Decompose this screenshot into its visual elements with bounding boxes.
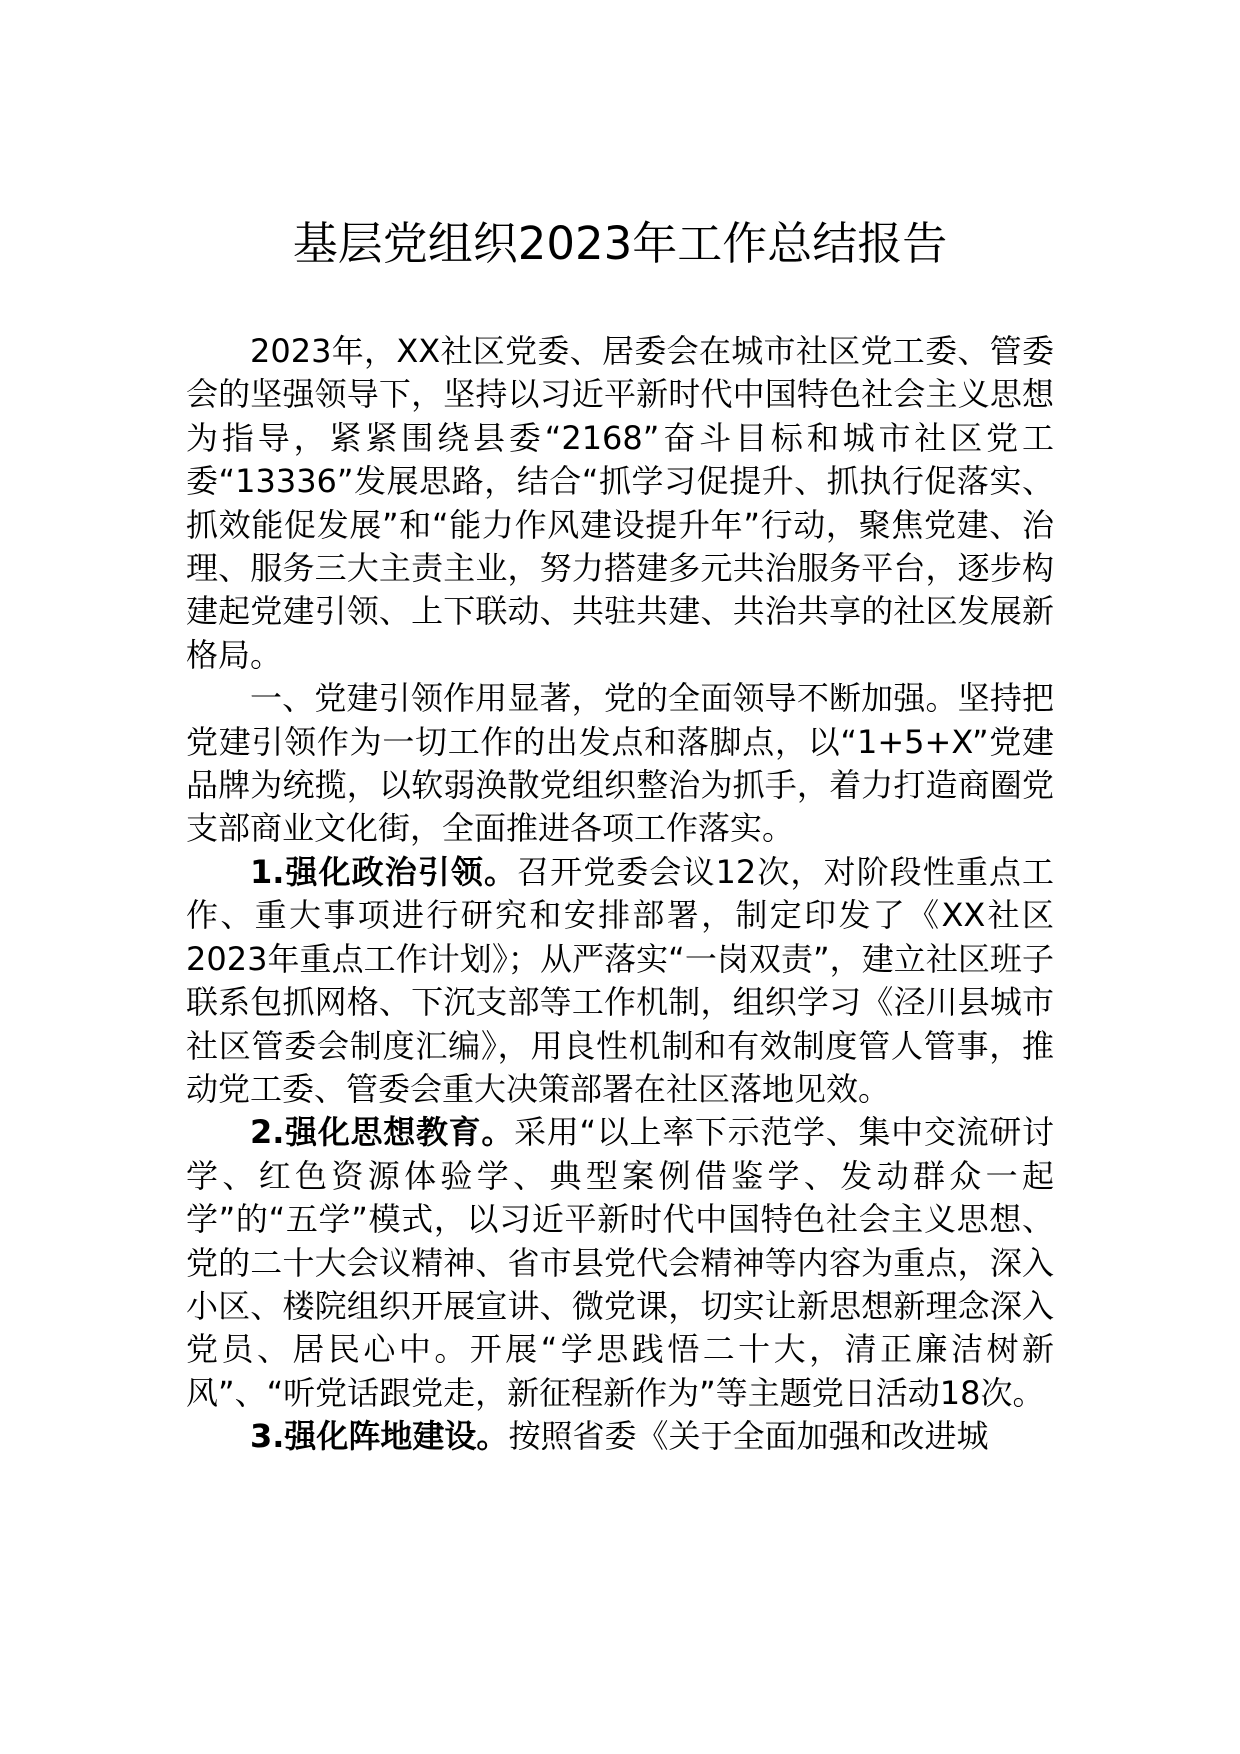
document-title: 基层党组织2023年工作总结报告 <box>292 217 948 270</box>
paragraph-text: 一、党建引领作用显著，党的全面领导不断加强。坚持把党建引领作为一切工作的出发点和落脚点，以“1+5+X”党建品牌为统揽，以软弱涣散党组织整治为抓手，着力打造商圈党支部商业文化街，全面推进各项工作落实。 <box>186 679 1054 848</box>
paragraph-text: 采用“以上率下示范学、集中交流研讨学、红色资源体验学、典型案例借鉴学、发动群众一起学”的“五学”模式，以习近平新时代中国特色社会主义思想、党的二十大会议精神、省市县党代会精神等内容为重点，深入小区、楼院组织开展宣讲、微党课，切实让新思想新理念深入党员、居民心中。开展“学思践悟二十大，清正廉洁树新风”、“听党话跟党走，新征程新作为”等主题党日活动18次。 <box>186 1113 1054 1412</box>
paragraph-text: 召开党委会议12次，对阶段性重点工作、重大事项进行研究和安排部署，制定印发了《XX社区2023年重点工作计划》；从严落实“一岗双责”，建立社区班子联系包抓网格、下沉支部等工作机制，组织学习《泾川县城市社区管委会制度汇编》，用良性机制和有效制度管人管事，推动党工委、管委会重大决策部署在社区落地见效。 <box>186 852 1054 1108</box>
paragraph-item-3 <box>186 1415 1054 1458</box>
item-heading: 1.强化政治引领。 <box>250 852 518 891</box>
paragraph-text: 按照省委《关于全面加强和改进城 <box>508 1417 989 1456</box>
paragraph-section-1 <box>186 677 1054 851</box>
item-heading: 2.强化思想教育。 <box>250 1113 515 1152</box>
item-heading: 3.强化阵地建设。 <box>250 1417 509 1456</box>
paragraph-intro <box>186 330 1054 677</box>
document-body <box>186 330 1054 1459</box>
paragraph-item-1 <box>186 851 1054 1111</box>
paragraph-text: 2023年，XX社区党委、居委会在城市社区党工委、管委会的坚强领导下，坚持以习近平新时代中国特色社会主义思想为指导，紧紧围绕县委“2168”奋斗目标和城市社区党工委“13336”发展思路，结合“抓学习促提升、抓执行促落实、抓效能促发展”和“能力作风建设提升年”行动，聚焦党建、治理、服务三大主责主业，努力搭建多元共治服务平台，逐步构建起党建引领、上下联动、共驻共建、共治共享的社区发展新格局。 <box>186 332 1054 674</box>
paragraph-item-2 <box>186 1111 1054 1415</box>
